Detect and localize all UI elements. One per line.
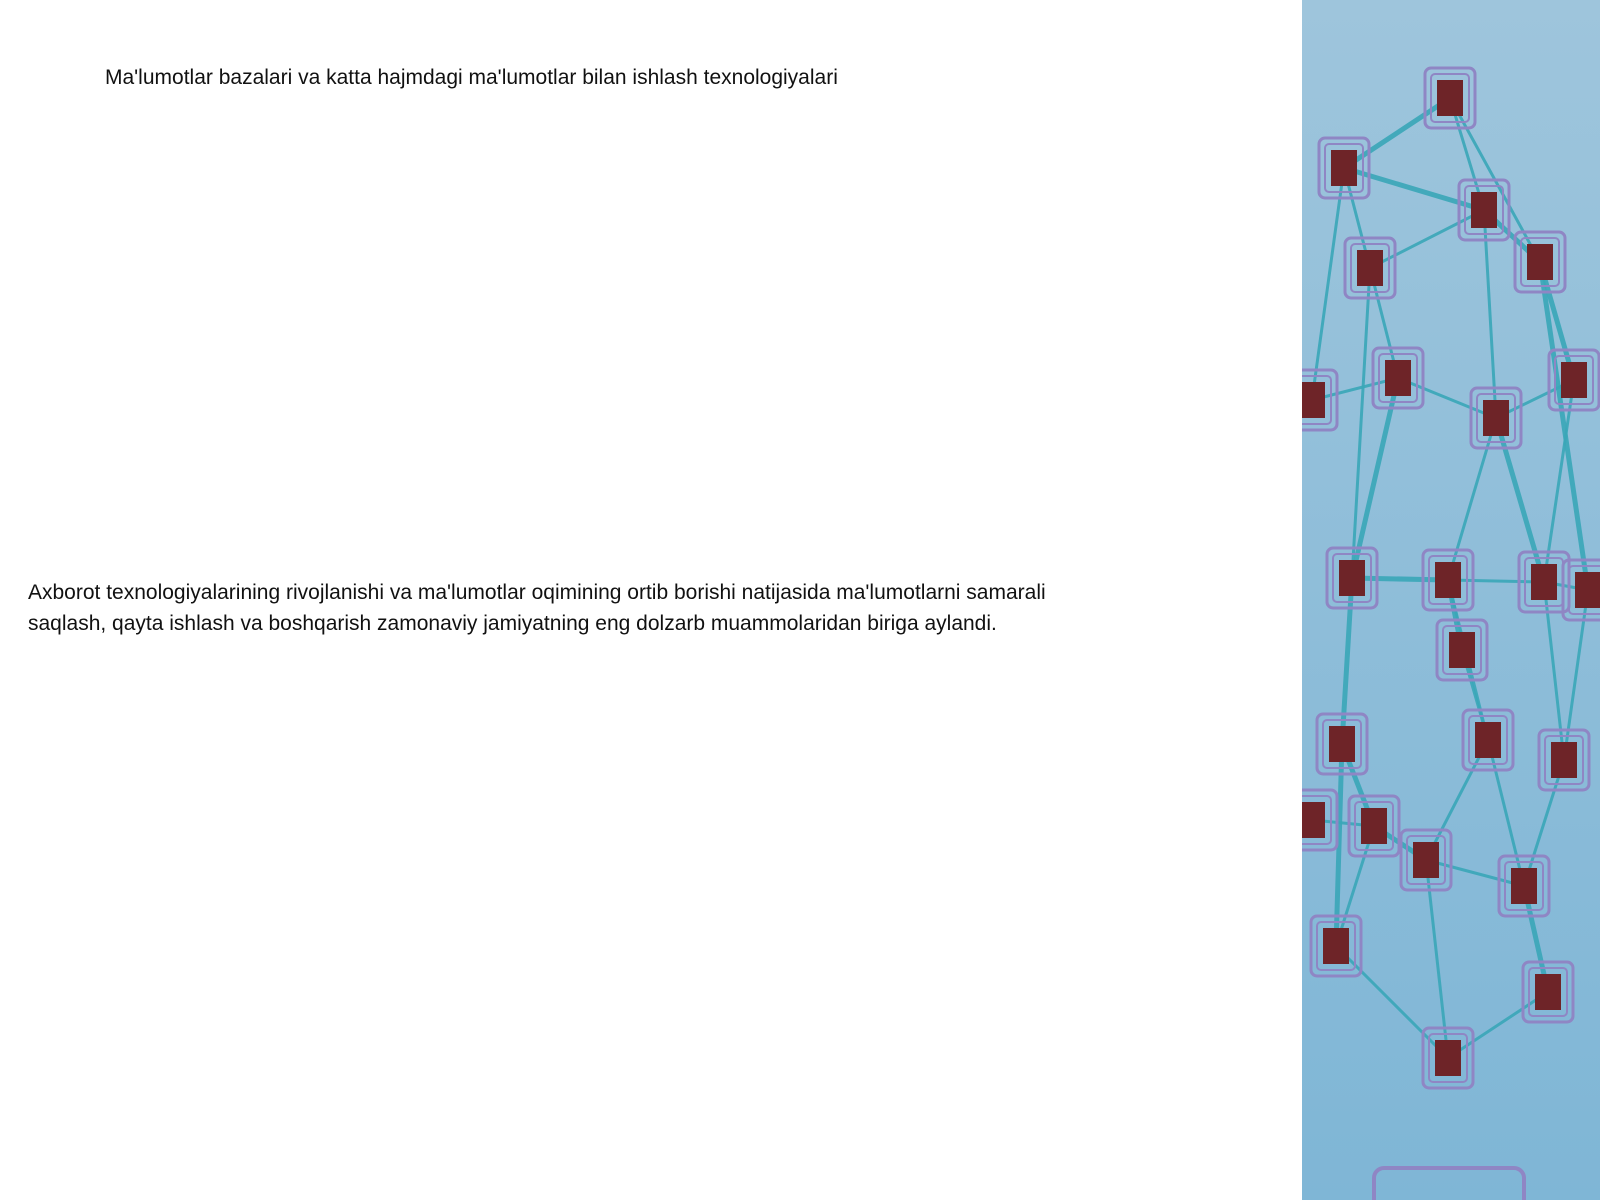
network-graph-image xyxy=(1302,0,1600,1200)
slide-title: Ma'lumotlar bazalari va katta hajmdagi ma'lumotlar bilan ishlash texnologiyalari xyxy=(105,66,838,89)
network-graph-icon xyxy=(1302,0,1600,1200)
network-link xyxy=(1352,578,1448,580)
slide-body-text: Axborot texnologiyalarining rivojlanishi va ma'lumotlar oqimining ortib borishi natijasida ma'lumotlarni samarali saqlash, qayta ishlash va boshqarish zamonaviy jamiyatning eng dolzarb muammolaridan biriga aylandi. xyxy=(28,581,1046,635)
network-link xyxy=(1448,580,1544,582)
